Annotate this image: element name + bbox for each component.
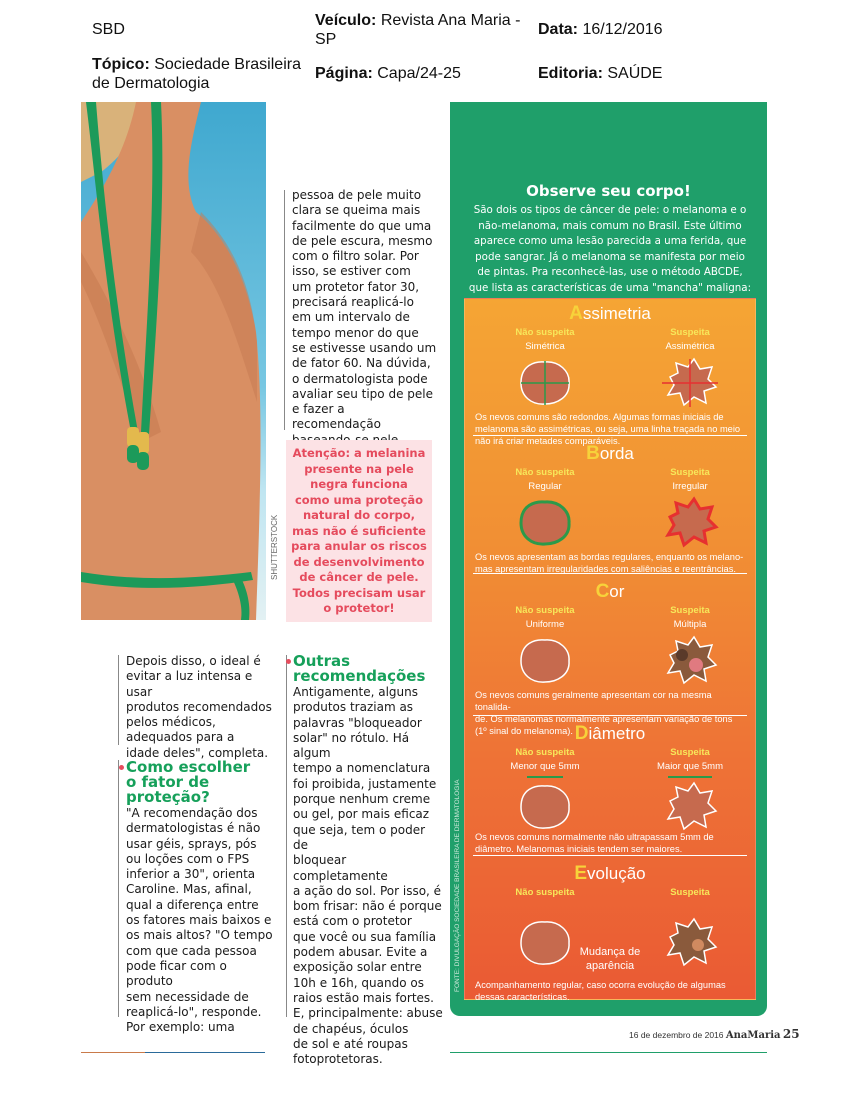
text-line: que você ou sua família [293, 929, 437, 944]
text-line: precisará reaplicá-lo [292, 295, 414, 310]
text-line: inferior a 30", orienta [126, 867, 256, 882]
text-line: se estivesse usando um [292, 340, 437, 355]
callout-line: para anular os riscos [291, 539, 427, 553]
callout-text [286, 440, 432, 617]
text-line: que seja, tem o poder de [293, 822, 426, 852]
description-line: Os nevos comuns geralmente apresentam cor na mesma tonalida- [475, 690, 712, 712]
not-suspect-caption: Simétrica [525, 341, 565, 352]
text-line: de fator 60. Na dúvida, [292, 356, 431, 371]
text-line: os fatores mais baixos e [126, 913, 272, 928]
bottom-rule [81, 1052, 145, 1053]
description-line: Acompanhamento regular, caso ocorra evolução de algumas [475, 980, 726, 990]
text-line: pode ficar com o produto [126, 958, 227, 989]
text-line: dermatologistas é não [126, 821, 261, 836]
text-line: Depois disso, o ideal é [126, 654, 261, 668]
text-line: está com o protetor [293, 914, 412, 929]
abcde-infobox [450, 102, 767, 1016]
heading-choose-factor [126, 760, 276, 805]
callout-line: de câncer de pele. [299, 570, 419, 584]
article-column-1 [292, 188, 437, 448]
beach-back-photo [81, 102, 266, 620]
section-letter: B [586, 443, 600, 464]
text-line: tempo menor do que [292, 325, 419, 340]
column-rule [286, 655, 287, 1017]
text-line: produtos recomendados [126, 699, 272, 714]
text-line: bloquear completamente [293, 853, 388, 883]
vehicle-value: Revista Ana Maria - [380, 12, 521, 29]
page-value: Capa/24-25 [377, 65, 461, 82]
section-title [465, 723, 755, 745]
text-line: Antigamente, alguns [293, 685, 418, 699]
suspect-caption: Assimétrica [665, 341, 715, 352]
section-letter: C [595, 581, 610, 602]
text-line: foi proibida, justamente [293, 776, 437, 791]
description-line: de. Os melanomas normalmente apresentam variação de tons [475, 714, 733, 724]
text-line: sem necessidade de [126, 989, 249, 1004]
mole-illustrations [465, 773, 755, 833]
description-line: não irá criar metades comparáveis. [475, 436, 621, 446]
description-line: dessas características. [475, 992, 570, 1002]
date-label: Data: [538, 21, 579, 38]
suspect-label: Suspeita [670, 887, 710, 898]
suspect-caption: Irregular [672, 481, 708, 492]
date-field [538, 20, 663, 39]
section-title-rest: or [609, 582, 625, 601]
heading-line: proteção? [126, 788, 210, 806]
photo-credit: SHUTTERSTOCK [270, 514, 279, 580]
suspect-label: Suspeita [670, 467, 710, 478]
suspect-label: Suspeita [670, 747, 710, 758]
intro-line: não-melanoma, mais comum no Brasil. Este último [478, 219, 742, 232]
section-title-rest: ssimetria [582, 304, 651, 323]
text-line: de chapéus, óculos [293, 1021, 409, 1036]
description-line: (1º sinal do melanoma). [475, 726, 573, 736]
section-divider [473, 715, 747, 716]
not-suspect-caption: Menor que 5mm [510, 761, 580, 772]
text-line: ou gel, por mais eficaz [293, 807, 430, 822]
section-letter: E [574, 863, 588, 884]
section-description [475, 831, 747, 855]
heading-other-recommendations [293, 654, 443, 684]
callout-line: de desenvolvimento [293, 554, 425, 569]
text-line: reaplicá-lo", responde. [126, 1004, 262, 1019]
description-line: mas apresentam irregularidades com saliências e reentrâncias. [475, 564, 736, 574]
text-line: bom frisar: não é porque [293, 899, 442, 914]
suspect-caption: Múltipla [673, 619, 707, 630]
description-line: Os nevos comuns normalmente não ultrapassam 5mm de [475, 832, 714, 842]
description-line: melanoma são assimétricas, ou seja, uma linha traçada no meio [475, 424, 741, 434]
caption-line: aparência [585, 960, 635, 972]
text-line: os mais altos? "O tempo [126, 928, 273, 943]
text-line: a ação do sol. Por isso, é [293, 883, 442, 898]
heading-line: Outras [293, 652, 351, 670]
text-line: podem abusar. Evite a [293, 945, 428, 960]
evolution-caption [560, 945, 660, 973]
text-line: qual a diferença entre [126, 897, 259, 912]
footer-magazine: AnaMaria [725, 1030, 781, 1041]
text-line: facilmente do que uma [292, 218, 432, 233]
infobox-intro [462, 203, 758, 296]
text-line: com que cada pessoa [126, 943, 257, 958]
not-suspect-label: Não suspeita [515, 747, 575, 758]
text-line: solar" no rótulo. Há algum [293, 730, 410, 761]
mole-illustrations [465, 353, 755, 413]
callout-line: Atenção: a melanina [292, 446, 426, 460]
text-line: usar géis, sprays, pós [126, 836, 257, 851]
section-field [538, 64, 662, 83]
section-label: Editoria: [538, 65, 603, 82]
text-line: fotoprotetoras. [293, 1052, 383, 1067]
text-line: Por exemplo: uma [126, 1020, 235, 1035]
section-description [475, 411, 747, 447]
section-value: SAÚDE [607, 65, 663, 82]
section-divider [473, 573, 747, 574]
column-rule [118, 655, 119, 745]
section-description [475, 979, 747, 1003]
bottom-rule [450, 1052, 767, 1053]
text-line: avaliar seu tipo de pele [292, 386, 433, 401]
suspect-caption: Maior que 5mm [657, 761, 723, 772]
text-line: ou loções com o FPS [126, 851, 250, 866]
description-line: Os nevos apresentam as bordas regulares, enquanto os melano- [475, 552, 744, 562]
section-title [465, 581, 755, 603]
text-line: 10h e 16h, quando os [293, 975, 424, 990]
callout-line: Todos precisam usar [292, 585, 426, 600]
section-divider [473, 855, 747, 856]
page-footer [629, 1027, 800, 1041]
topic-value: Sociedade Brasileira [154, 56, 301, 73]
section-title-rest: iâmetro [588, 724, 646, 743]
text-line: evitar a luz intensa e usar [126, 669, 253, 699]
text-line: com o filtro solar. Por [292, 249, 419, 264]
intro-line: São dois os tipos de câncer de pele: o melanoma e o [473, 204, 747, 216]
text-line: idade deles", completa. [126, 745, 269, 760]
text-line: e fazer a recomendação [292, 402, 381, 432]
text-line: em um intervalo de [292, 310, 410, 325]
heading-line: recomendações [293, 667, 426, 685]
not-suspect-label: Não suspeita [515, 605, 575, 616]
intro-line: pode sangrar. Já o melanoma se manifesta por meio [475, 250, 745, 263]
section-title-rest: orda [599, 444, 634, 463]
intro-line: de pintas. Pra reconhecê-las, use o método ABCDE, [477, 266, 743, 278]
text-line: isso, se estiver com [292, 264, 411, 279]
intro-line: aparece como uma lesão parecida a uma ferida, que [473, 235, 747, 247]
caption-line: Mudança de [579, 946, 641, 958]
section-title-rest: volução [587, 864, 646, 883]
text-line: de pele escura, mesmo [292, 233, 433, 248]
suspect-label: Suspeita [670, 605, 710, 616]
text-line: o dermatologista pode [292, 371, 428, 386]
heading-line: o fator de [126, 773, 210, 791]
topic-label: Tópico: [92, 56, 150, 73]
callout-line: o protetor! [323, 601, 395, 615]
callout-line: mas não é suficiente [292, 523, 426, 538]
text-line: raios estão mais fortes. [293, 990, 434, 1005]
callout-line: negra funciona [310, 477, 408, 491]
abcde-panel [464, 298, 756, 1000]
section-divider [473, 435, 747, 436]
text-line: porque nenhum creme [293, 792, 431, 807]
bottom-rule [145, 1052, 265, 1053]
section-title [465, 303, 755, 325]
infobox-title: Observe seu corpo! [526, 182, 691, 200]
suspect-label: Suspeita [670, 327, 710, 338]
melanin-callout [286, 440, 432, 622]
text-line: pessoa de pele muito [292, 188, 422, 202]
section-letter: A [569, 303, 583, 324]
column-rule [118, 760, 119, 1017]
text-line: E, principalmente: abuse [293, 1006, 443, 1021]
text-line: pelos médicos, [126, 715, 216, 730]
footer-page-number: 25 [782, 1027, 800, 1041]
callout-line: como uma proteção [294, 492, 424, 507]
source-label: SBD [92, 21, 125, 38]
description-line: Os nevos comuns são redondos. Algumas formas iniciais de [475, 412, 724, 422]
section-letter: D [574, 723, 589, 744]
bullet-dot [119, 765, 124, 770]
text-line: tempo a nomenclatura [293, 761, 431, 776]
topic-value-cont: de Dermatologia [92, 75, 210, 92]
column-rule [284, 190, 285, 430]
infobox-credit: FONTE: DIVULGAÇÃO SOCIEDADE BRASILEIRA DE DERMATOLOGIA [454, 779, 461, 992]
not-suspect-label: Não suspeita [515, 327, 575, 338]
vehicle-label: Veículo: [315, 12, 377, 29]
section-title [465, 443, 755, 465]
callout-line: natural do corpo, [302, 508, 416, 522]
article-column-a-top [126, 654, 276, 761]
vehicle-field [315, 11, 535, 49]
text-line: produtos traziam as [293, 700, 414, 715]
article-column-b [293, 685, 443, 1067]
page-label: Página: [315, 65, 373, 82]
not-suspect-label: Não suspeita [515, 467, 575, 478]
text-line: palavras "bloqueador [293, 715, 422, 730]
footer-date: 16 de dezembro de 2016 [629, 1030, 724, 1040]
topic-field [92, 55, 317, 93]
intro-line: que lista as características de uma "mancha" maligna: [468, 281, 752, 294]
callout-line: presente na pele [304, 461, 414, 476]
text-line: exposição solar entre [293, 960, 422, 975]
bullet-dot [286, 659, 291, 664]
text-line: um protetor fator 30, [292, 279, 420, 294]
section-description [475, 551, 747, 575]
woman-back-illustration [81, 102, 266, 620]
mole-illustrations [465, 493, 755, 553]
heading-line: Como escolher [126, 758, 251, 776]
section-title [465, 863, 755, 885]
vehicle-value-cont: SP [315, 31, 337, 48]
text-line: adequados para a [126, 730, 235, 745]
date-value: 16/12/2016 [582, 21, 663, 38]
text-line: clara se queima mais [292, 203, 421, 218]
article-column-a-bottom [126, 806, 276, 1035]
text-line: de sol e até roupas [293, 1036, 408, 1051]
not-suspect-caption: Uniforme [525, 619, 565, 630]
text-line: "A recomendação dos [126, 806, 258, 820]
page-field [315, 64, 461, 83]
description-line: diâmetro. Melanomas iniciais tendem ser maiores. [475, 844, 683, 854]
not-suspect-label: Não suspeita [515, 887, 575, 898]
not-suspect-caption: Regular [528, 481, 562, 492]
text-line: Caroline. Mas, afinal, [126, 882, 252, 897]
mole-illustrations [465, 631, 755, 691]
